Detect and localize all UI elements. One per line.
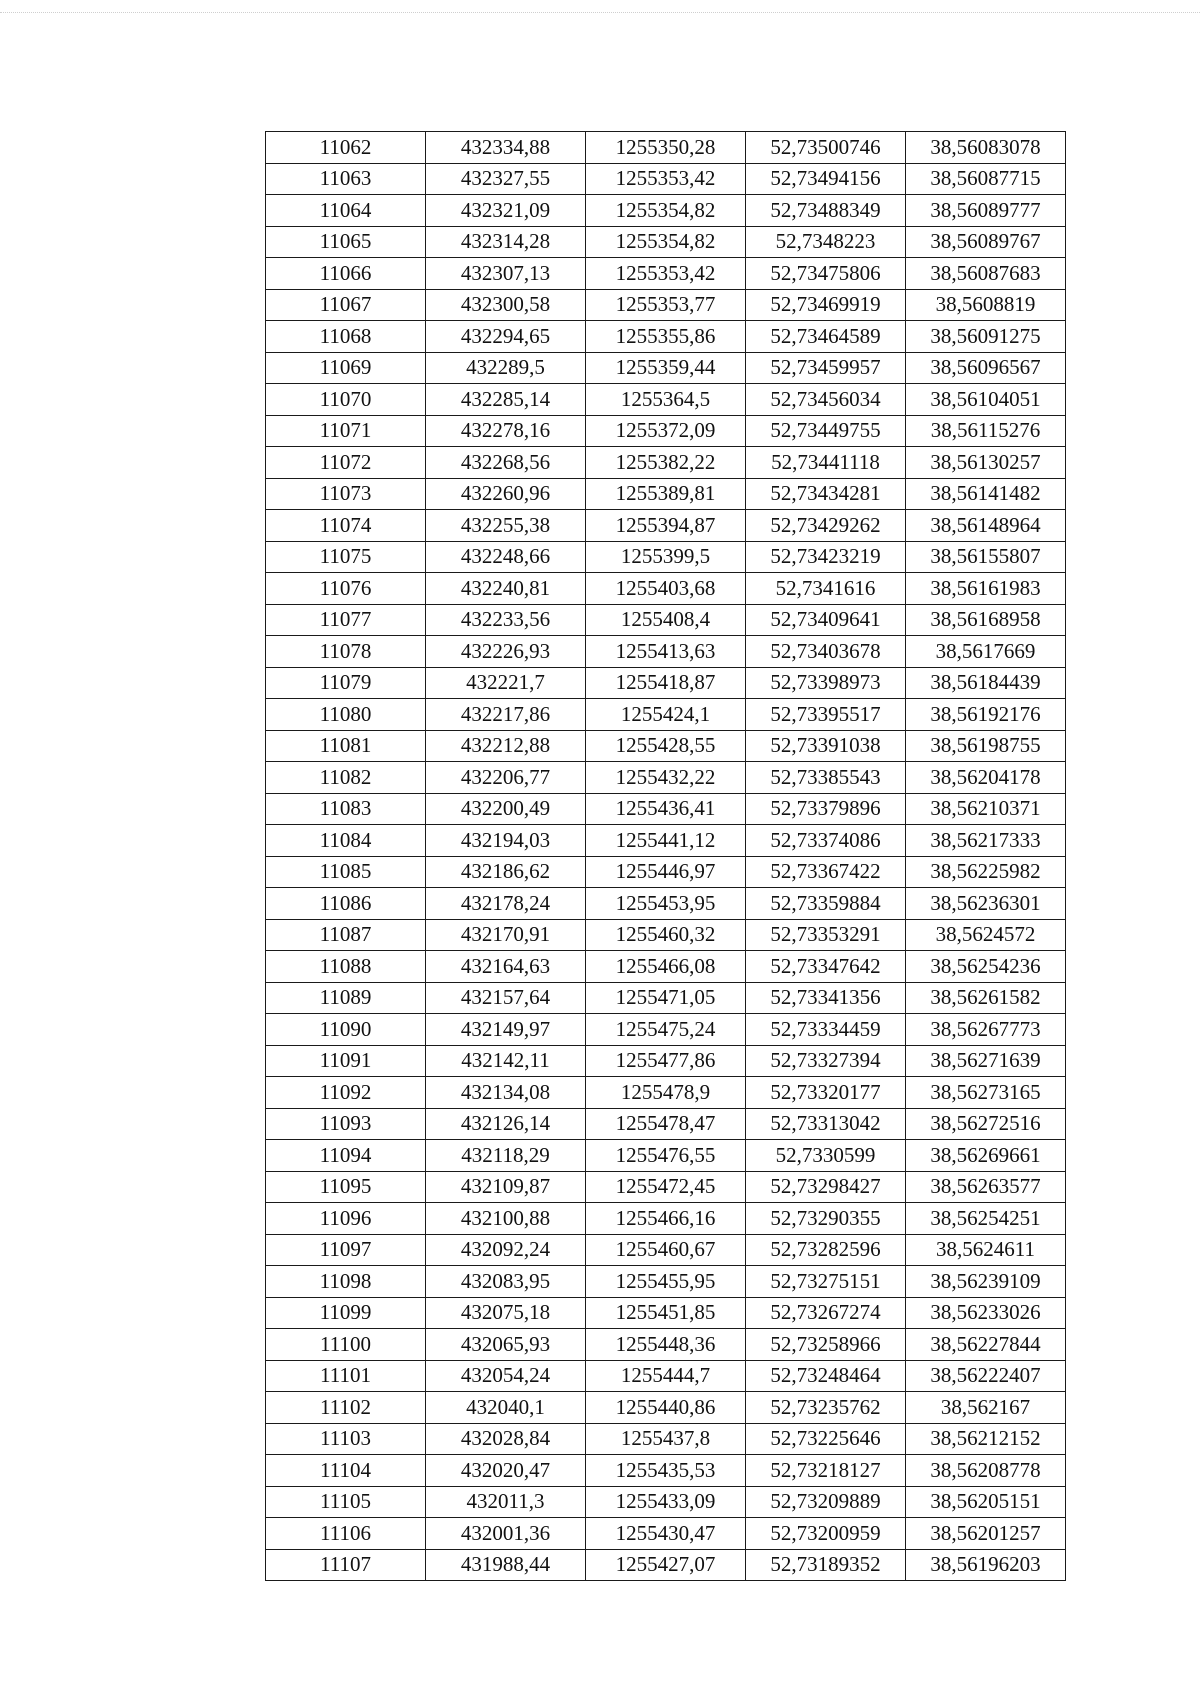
longitude-cell: 38,56273165 <box>906 1077 1066 1109</box>
x-coordinate-cell: 432054,24 <box>426 1360 586 1392</box>
x-coordinate-cell: 432028,84 <box>426 1423 586 1455</box>
y-coordinate-cell: 1255446,97 <box>586 856 746 888</box>
point-number-cell: 11103 <box>266 1423 426 1455</box>
y-coordinate-cell: 1255466,16 <box>586 1203 746 1235</box>
point-number-cell: 11089 <box>266 982 426 1014</box>
table-row <box>266 541 1066 573</box>
y-coordinate-cell: 1255435,53 <box>586 1455 746 1487</box>
x-coordinate-cell: 432285,14 <box>426 384 586 416</box>
latitude-cell: 52,73341356 <box>746 982 906 1014</box>
table-row <box>266 1518 1066 1550</box>
x-coordinate-cell: 432289,5 <box>426 352 586 384</box>
y-coordinate-cell: 1255364,5 <box>586 384 746 416</box>
x-coordinate-cell: 432011,3 <box>426 1486 586 1518</box>
point-number-cell: 11095 <box>266 1171 426 1203</box>
longitude-cell: 38,5608819 <box>906 289 1066 321</box>
point-number-cell: 11080 <box>266 699 426 731</box>
point-number-cell: 11083 <box>266 793 426 825</box>
point-number-cell: 11092 <box>266 1077 426 1109</box>
x-coordinate-cell: 432233,56 <box>426 604 586 636</box>
table-row <box>266 321 1066 353</box>
longitude-cell: 38,56263577 <box>906 1171 1066 1203</box>
point-number-cell: 11071 <box>266 415 426 447</box>
y-coordinate-cell: 1255354,82 <box>586 195 746 227</box>
point-number-cell: 11100 <box>266 1329 426 1361</box>
y-coordinate-cell: 1255428,55 <box>586 730 746 762</box>
table-row <box>266 1360 1066 1392</box>
longitude-cell: 38,56227844 <box>906 1329 1066 1361</box>
longitude-cell: 38,56217333 <box>906 825 1066 857</box>
latitude-cell: 52,73320177 <box>746 1077 906 1109</box>
latitude-cell: 52,73475806 <box>746 258 906 290</box>
y-coordinate-cell: 1255389,81 <box>586 478 746 510</box>
x-coordinate-cell: 432186,62 <box>426 856 586 888</box>
table-row <box>266 1203 1066 1235</box>
longitude-cell: 38,56269661 <box>906 1140 1066 1172</box>
table-row <box>266 1297 1066 1329</box>
y-coordinate-cell: 1255359,44 <box>586 352 746 384</box>
longitude-cell: 38,56254251 <box>906 1203 1066 1235</box>
x-coordinate-cell: 432164,63 <box>426 951 586 983</box>
point-number-cell: 11065 <box>266 226 426 258</box>
table-row <box>266 478 1066 510</box>
point-number-cell: 11078 <box>266 636 426 668</box>
latitude-cell: 52,73398973 <box>746 667 906 699</box>
point-number-cell: 11086 <box>266 888 426 920</box>
longitude-cell: 38,56205151 <box>906 1486 1066 1518</box>
table-row <box>266 1486 1066 1518</box>
longitude-cell: 38,56212152 <box>906 1423 1066 1455</box>
table-row <box>266 888 1066 920</box>
y-coordinate-cell: 1255475,24 <box>586 1014 746 1046</box>
table-row <box>266 510 1066 542</box>
longitude-cell: 38,56261582 <box>906 982 1066 1014</box>
x-coordinate-cell: 432075,18 <box>426 1297 586 1329</box>
latitude-cell: 52,73225646 <box>746 1423 906 1455</box>
coordinates-table-body <box>266 132 1066 1581</box>
y-coordinate-cell: 1255436,41 <box>586 793 746 825</box>
x-coordinate-cell: 432092,24 <box>426 1234 586 1266</box>
point-number-cell: 11064 <box>266 195 426 227</box>
table-row <box>266 1014 1066 1046</box>
latitude-cell: 52,7341616 <box>746 573 906 605</box>
x-coordinate-cell: 432212,88 <box>426 730 586 762</box>
latitude-cell: 52,73235762 <box>746 1392 906 1424</box>
y-coordinate-cell: 1255460,32 <box>586 919 746 951</box>
longitude-cell: 38,56087715 <box>906 163 1066 195</box>
x-coordinate-cell: 432178,24 <box>426 888 586 920</box>
point-number-cell: 11062 <box>266 132 426 164</box>
latitude-cell: 52,73385543 <box>746 762 906 794</box>
y-coordinate-cell: 1255455,95 <box>586 1266 746 1298</box>
latitude-cell: 52,73459957 <box>746 352 906 384</box>
longitude-cell: 38,56233026 <box>906 1297 1066 1329</box>
x-coordinate-cell: 432083,95 <box>426 1266 586 1298</box>
table-row <box>266 1423 1066 1455</box>
table-row <box>266 982 1066 1014</box>
point-number-cell: 11104 <box>266 1455 426 1487</box>
x-coordinate-cell: 432221,7 <box>426 667 586 699</box>
point-number-cell: 11102 <box>266 1392 426 1424</box>
x-coordinate-cell: 432314,28 <box>426 226 586 258</box>
y-coordinate-cell: 1255353,42 <box>586 258 746 290</box>
latitude-cell: 52,73334459 <box>746 1014 906 1046</box>
y-coordinate-cell: 1255353,42 <box>586 163 746 195</box>
table-row <box>266 1455 1066 1487</box>
latitude-cell: 52,73423219 <box>746 541 906 573</box>
point-number-cell: 11066 <box>266 258 426 290</box>
y-coordinate-cell: 1255424,1 <box>586 699 746 731</box>
point-number-cell: 11067 <box>266 289 426 321</box>
longitude-cell: 38,56201257 <box>906 1518 1066 1550</box>
table-row <box>266 573 1066 605</box>
table-row <box>266 667 1066 699</box>
y-coordinate-cell: 1255466,08 <box>586 951 746 983</box>
latitude-cell: 52,73464589 <box>746 321 906 353</box>
longitude-cell: 38,56141482 <box>906 478 1066 510</box>
table-row <box>266 415 1066 447</box>
latitude-cell: 52,73367422 <box>746 856 906 888</box>
longitude-cell: 38,5624611 <box>906 1234 1066 1266</box>
x-coordinate-cell: 432157,64 <box>426 982 586 1014</box>
longitude-cell: 38,56236301 <box>906 888 1066 920</box>
longitude-cell: 38,56184439 <box>906 667 1066 699</box>
point-number-cell: 11068 <box>266 321 426 353</box>
point-number-cell: 11087 <box>266 919 426 951</box>
latitude-cell: 52,73429262 <box>746 510 906 542</box>
point-number-cell: 11088 <box>266 951 426 983</box>
latitude-cell: 52,73298427 <box>746 1171 906 1203</box>
latitude-cell: 52,73347642 <box>746 951 906 983</box>
x-coordinate-cell: 432001,36 <box>426 1518 586 1550</box>
latitude-cell: 52,73434281 <box>746 478 906 510</box>
latitude-cell: 52,73275151 <box>746 1266 906 1298</box>
y-coordinate-cell: 1255440,86 <box>586 1392 746 1424</box>
x-coordinate-cell: 432217,86 <box>426 699 586 731</box>
latitude-cell: 52,73209889 <box>746 1486 906 1518</box>
x-coordinate-cell: 432065,93 <box>426 1329 586 1361</box>
table-row <box>266 636 1066 668</box>
latitude-cell: 52,73353291 <box>746 919 906 951</box>
point-number-cell: 11069 <box>266 352 426 384</box>
longitude-cell: 38,56271639 <box>906 1045 1066 1077</box>
longitude-cell: 38,562167 <box>906 1392 1066 1424</box>
x-coordinate-cell: 432134,08 <box>426 1077 586 1109</box>
x-coordinate-cell: 432268,56 <box>426 447 586 479</box>
x-coordinate-cell: 432307,13 <box>426 258 586 290</box>
point-number-cell: 11099 <box>266 1297 426 1329</box>
y-coordinate-cell: 1255478,47 <box>586 1108 746 1140</box>
table-row <box>266 730 1066 762</box>
table-row <box>266 1077 1066 1109</box>
table-row <box>266 384 1066 416</box>
x-coordinate-cell: 432206,77 <box>426 762 586 794</box>
longitude-cell: 38,56192176 <box>906 699 1066 731</box>
x-coordinate-cell: 432240,81 <box>426 573 586 605</box>
longitude-cell: 38,56198755 <box>906 730 1066 762</box>
point-number-cell: 11093 <box>266 1108 426 1140</box>
x-coordinate-cell: 432194,03 <box>426 825 586 857</box>
latitude-cell: 52,73359884 <box>746 888 906 920</box>
point-number-cell: 11063 <box>266 163 426 195</box>
scan-edge-line <box>0 12 1200 13</box>
y-coordinate-cell: 1255477,86 <box>586 1045 746 1077</box>
x-coordinate-cell: 432126,14 <box>426 1108 586 1140</box>
x-coordinate-cell: 432118,29 <box>426 1140 586 1172</box>
y-coordinate-cell: 1255478,9 <box>586 1077 746 1109</box>
y-coordinate-cell: 1255441,12 <box>586 825 746 857</box>
longitude-cell: 38,56225982 <box>906 856 1066 888</box>
point-number-cell: 11101 <box>266 1360 426 1392</box>
longitude-cell: 38,56130257 <box>906 447 1066 479</box>
latitude-cell: 52,73409641 <box>746 604 906 636</box>
y-coordinate-cell: 1255437,8 <box>586 1423 746 1455</box>
longitude-cell: 38,5617669 <box>906 636 1066 668</box>
point-number-cell: 11074 <box>266 510 426 542</box>
y-coordinate-cell: 1255472,45 <box>586 1171 746 1203</box>
longitude-cell: 38,56161983 <box>906 573 1066 605</box>
x-coordinate-cell: 432020,47 <box>426 1455 586 1487</box>
latitude-cell: 52,73218127 <box>746 1455 906 1487</box>
latitude-cell: 52,73441118 <box>746 447 906 479</box>
longitude-cell: 38,56091275 <box>906 321 1066 353</box>
x-coordinate-cell: 432300,58 <box>426 289 586 321</box>
x-coordinate-cell: 432142,11 <box>426 1045 586 1077</box>
point-number-cell: 11079 <box>266 667 426 699</box>
latitude-cell: 52,73456034 <box>746 384 906 416</box>
latitude-cell: 52,73290355 <box>746 1203 906 1235</box>
table-row <box>266 447 1066 479</box>
latitude-cell: 52,73391038 <box>746 730 906 762</box>
longitude-cell: 38,56267773 <box>906 1014 1066 1046</box>
y-coordinate-cell: 1255430,47 <box>586 1518 746 1550</box>
x-coordinate-cell: 432170,91 <box>426 919 586 951</box>
table-row <box>266 132 1066 164</box>
point-number-cell: 11082 <box>266 762 426 794</box>
latitude-cell: 52,73267274 <box>746 1297 906 1329</box>
x-coordinate-cell: 432248,66 <box>426 541 586 573</box>
y-coordinate-cell: 1255350,28 <box>586 132 746 164</box>
latitude-cell: 52,73189352 <box>746 1549 906 1581</box>
latitude-cell: 52,73488349 <box>746 195 906 227</box>
y-coordinate-cell: 1255403,68 <box>586 573 746 605</box>
longitude-cell: 38,5624572 <box>906 919 1066 951</box>
table-row <box>266 793 1066 825</box>
longitude-cell: 38,56096567 <box>906 352 1066 384</box>
latitude-cell: 52,73395517 <box>746 699 906 731</box>
x-coordinate-cell: 432327,55 <box>426 163 586 195</box>
latitude-cell: 52,73282596 <box>746 1234 906 1266</box>
point-number-cell: 11070 <box>266 384 426 416</box>
table-row <box>266 289 1066 321</box>
longitude-cell: 38,56087683 <box>906 258 1066 290</box>
y-coordinate-cell: 1255448,36 <box>586 1329 746 1361</box>
longitude-cell: 38,56089777 <box>906 195 1066 227</box>
point-number-cell: 11090 <box>266 1014 426 1046</box>
longitude-cell: 38,56104051 <box>906 384 1066 416</box>
y-coordinate-cell: 1255354,82 <box>586 226 746 258</box>
y-coordinate-cell: 1255413,63 <box>586 636 746 668</box>
y-coordinate-cell: 1255418,87 <box>586 667 746 699</box>
latitude-cell: 52,73469919 <box>746 289 906 321</box>
point-number-cell: 11076 <box>266 573 426 605</box>
table-row <box>266 1329 1066 1361</box>
longitude-cell: 38,56239109 <box>906 1266 1066 1298</box>
table-row <box>266 919 1066 951</box>
longitude-cell: 38,56210371 <box>906 793 1066 825</box>
x-coordinate-cell: 432278,16 <box>426 415 586 447</box>
x-coordinate-cell: 432040,1 <box>426 1392 586 1424</box>
x-coordinate-cell: 432149,97 <box>426 1014 586 1046</box>
x-coordinate-cell: 432255,38 <box>426 510 586 542</box>
point-number-cell: 11075 <box>266 541 426 573</box>
x-coordinate-cell: 431988,44 <box>426 1549 586 1581</box>
longitude-cell: 38,56155807 <box>906 541 1066 573</box>
y-coordinate-cell: 1255433,09 <box>586 1486 746 1518</box>
point-number-cell: 11098 <box>266 1266 426 1298</box>
y-coordinate-cell: 1255355,86 <box>586 321 746 353</box>
y-coordinate-cell: 1255451,85 <box>586 1297 746 1329</box>
latitude-cell: 52,73313042 <box>746 1108 906 1140</box>
table-row <box>266 258 1066 290</box>
table-row <box>266 226 1066 258</box>
point-number-cell: 11072 <box>266 447 426 479</box>
y-coordinate-cell: 1255453,95 <box>586 888 746 920</box>
table-row <box>266 1171 1066 1203</box>
point-number-cell: 11085 <box>266 856 426 888</box>
table-row <box>266 195 1066 227</box>
table-row <box>266 1266 1066 1298</box>
table-row <box>266 856 1066 888</box>
y-coordinate-cell: 1255394,87 <box>586 510 746 542</box>
latitude-cell: 52,73379896 <box>746 793 906 825</box>
table-row <box>266 762 1066 794</box>
longitude-cell: 38,56196203 <box>906 1549 1066 1581</box>
y-coordinate-cell: 1255372,09 <box>586 415 746 447</box>
table-row <box>266 699 1066 731</box>
table-row <box>266 825 1066 857</box>
table-row <box>266 1549 1066 1581</box>
y-coordinate-cell: 1255476,55 <box>586 1140 746 1172</box>
point-number-cell: 11091 <box>266 1045 426 1077</box>
latitude-cell: 52,7330599 <box>746 1140 906 1172</box>
point-number-cell: 11081 <box>266 730 426 762</box>
point-number-cell: 11077 <box>266 604 426 636</box>
y-coordinate-cell: 1255353,77 <box>586 289 746 321</box>
point-number-cell: 11084 <box>266 825 426 857</box>
table-row <box>266 951 1066 983</box>
longitude-cell: 38,56089767 <box>906 226 1066 258</box>
table-row <box>266 1108 1066 1140</box>
table-row <box>266 352 1066 384</box>
x-coordinate-cell: 432100,88 <box>426 1203 586 1235</box>
latitude-cell: 52,73403678 <box>746 636 906 668</box>
longitude-cell: 38,56148964 <box>906 510 1066 542</box>
latitude-cell: 52,73327394 <box>746 1045 906 1077</box>
x-coordinate-cell: 432109,87 <box>426 1171 586 1203</box>
y-coordinate-cell: 1255399,5 <box>586 541 746 573</box>
coordinates-table <box>265 131 1066 1581</box>
point-number-cell: 11094 <box>266 1140 426 1172</box>
point-number-cell: 11073 <box>266 478 426 510</box>
point-number-cell: 11106 <box>266 1518 426 1550</box>
longitude-cell: 38,56208778 <box>906 1455 1066 1487</box>
table-row <box>266 1045 1066 1077</box>
longitude-cell: 38,56115276 <box>906 415 1066 447</box>
y-coordinate-cell: 1255408,4 <box>586 604 746 636</box>
latitude-cell: 52,73374086 <box>746 825 906 857</box>
y-coordinate-cell: 1255460,67 <box>586 1234 746 1266</box>
latitude-cell: 52,73449755 <box>746 415 906 447</box>
point-number-cell: 11096 <box>266 1203 426 1235</box>
longitude-cell: 38,56168958 <box>906 604 1066 636</box>
point-number-cell: 11107 <box>266 1549 426 1581</box>
x-coordinate-cell: 432321,09 <box>426 195 586 227</box>
y-coordinate-cell: 1255432,22 <box>586 762 746 794</box>
longitude-cell: 38,56204178 <box>906 762 1066 794</box>
latitude-cell: 52,73258966 <box>746 1329 906 1361</box>
x-coordinate-cell: 432334,88 <box>426 132 586 164</box>
x-coordinate-cell: 432294,65 <box>426 321 586 353</box>
longitude-cell: 38,56254236 <box>906 951 1066 983</box>
y-coordinate-cell: 1255471,05 <box>586 982 746 1014</box>
y-coordinate-cell: 1255382,22 <box>586 447 746 479</box>
y-coordinate-cell: 1255444,7 <box>586 1360 746 1392</box>
x-coordinate-cell: 432260,96 <box>426 478 586 510</box>
table-row <box>266 1234 1066 1266</box>
point-number-cell: 11105 <box>266 1486 426 1518</box>
table-row <box>266 604 1066 636</box>
latitude-cell: 52,73248464 <box>746 1360 906 1392</box>
x-coordinate-cell: 432200,49 <box>426 793 586 825</box>
table-row <box>266 1392 1066 1424</box>
latitude-cell: 52,73200959 <box>746 1518 906 1550</box>
latitude-cell: 52,7348223 <box>746 226 906 258</box>
longitude-cell: 38,56083078 <box>906 132 1066 164</box>
point-number-cell: 11097 <box>266 1234 426 1266</box>
latitude-cell: 52,73500746 <box>746 132 906 164</box>
longitude-cell: 38,56272516 <box>906 1108 1066 1140</box>
table-row <box>266 1140 1066 1172</box>
longitude-cell: 38,56222407 <box>906 1360 1066 1392</box>
latitude-cell: 52,73494156 <box>746 163 906 195</box>
table-row <box>266 163 1066 195</box>
x-coordinate-cell: 432226,93 <box>426 636 586 668</box>
y-coordinate-cell: 1255427,07 <box>586 1549 746 1581</box>
